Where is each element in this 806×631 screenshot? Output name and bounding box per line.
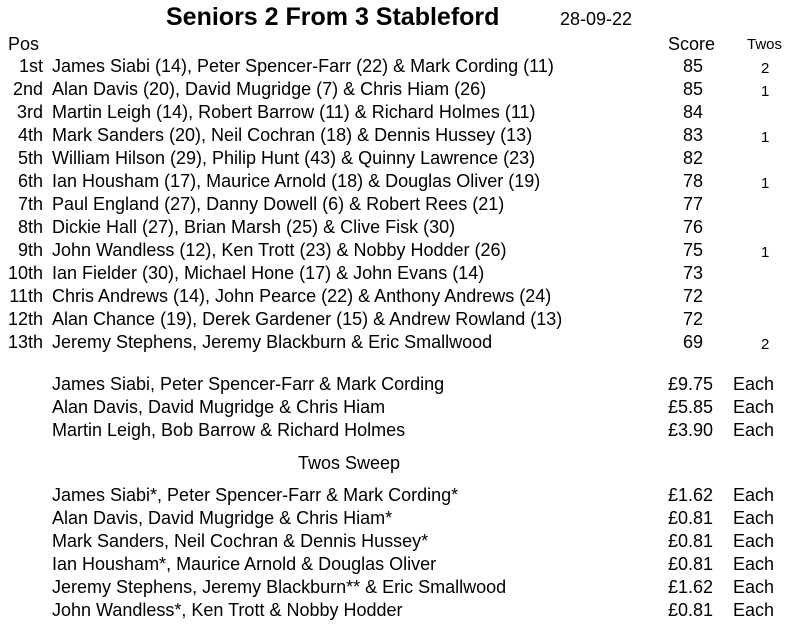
result-position: 12th — [7, 309, 43, 329]
sweep-team: Alan Davis, David Mugridge & Chris Hiam* — [52, 508, 393, 528]
result-position: 11th — [9, 286, 43, 306]
result-score: 72 — [683, 309, 704, 329]
page-title: Seniors 2 From 3 Stableford — [166, 3, 500, 31]
result-row — [0, 286, 806, 309]
result-position: 1st — [18, 56, 43, 76]
prize-team: Alan Davis, David Mugridge & Chris Hiam — [52, 397, 386, 417]
prize-team: James Siabi, Peter Spencer-Farr & Mark Cording — [52, 374, 445, 394]
sweep-amount: £1.62 — [668, 485, 714, 505]
sweep-amount: £0.81 — [668, 531, 714, 551]
sweep-each-label: Each — [733, 577, 775, 597]
result-team: Ian Housham (17), Maurice Arnold (18) & Douglas Oliver (19) — [52, 171, 541, 191]
sweep-team: Ian Housham*, Maurice Arnold & Douglas Oliver — [52, 554, 437, 574]
column-header-score: Score — [668, 34, 716, 54]
prize-each-label: Each — [733, 397, 775, 417]
result-position: 6th — [17, 171, 43, 191]
result-team: John Wandless (12), Ken Trott (23) & Nobby Hodder (26) — [52, 240, 507, 260]
prize-row — [0, 397, 806, 420]
sweep-row — [0, 554, 806, 577]
prize-row — [0, 374, 806, 397]
result-row — [0, 125, 806, 148]
result-team: Paul England (27), Danny Dowell (6) & Robert Rees (21) — [52, 194, 505, 214]
result-score: 76 — [683, 217, 704, 237]
result-team: Dickie Hall (27), Brian Marsh (25) & Clive Fisk (30) — [52, 217, 456, 237]
sweep-each-label: Each — [733, 554, 775, 574]
result-score: 78 — [683, 171, 704, 191]
result-twos: 2 — [761, 336, 770, 353]
result-position: 10th — [7, 263, 43, 283]
sweep-each-label: Each — [733, 531, 775, 551]
result-position: 5th — [17, 148, 43, 168]
result-position: 7th — [17, 194, 43, 214]
result-position: 9th — [17, 240, 43, 260]
result-twos: 1 — [761, 244, 770, 261]
result-score: 85 — [683, 79, 704, 99]
result-team: Mark Sanders (20), Neil Cochran (18) & Dennis Hussey (13) — [52, 125, 533, 145]
sweep-amount: £0.81 — [668, 554, 714, 574]
result-row — [0, 332, 806, 355]
prize-amount: £5.85 — [668, 397, 714, 417]
prize-list — [0, 374, 806, 443]
result-row — [0, 240, 806, 263]
result-row — [0, 171, 806, 194]
result-team: Chris Andrews (14), John Pearce (22) & Anthony Andrews (24) — [52, 286, 552, 306]
results-table — [0, 56, 806, 355]
result-score: 83 — [683, 125, 704, 145]
result-row — [0, 102, 806, 125]
prize-team: Martin Leigh, Bob Barrow & Richard Holmes — [52, 420, 406, 440]
sweep-team: Mark Sanders, Neil Cochran & Dennis Hussey* — [52, 531, 429, 551]
result-row — [0, 309, 806, 332]
result-team: James Siabi (14), Peter Spencer-Farr (22) & Mark Cording (11) — [52, 56, 554, 76]
result-twos: 1 — [761, 129, 770, 146]
result-score: 73 — [683, 263, 704, 283]
result-team: Ian Fielder (30), Michael Hone (17) & John Evans (14) — [52, 263, 485, 283]
result-team: Jeremy Stephens, Jeremy Blackburn & Eric Smallwood — [52, 332, 493, 352]
prize-amount: £9.75 — [668, 374, 714, 394]
sweep-row — [0, 531, 806, 554]
sweep-each-label: Each — [733, 485, 775, 505]
competition-date: 28-09-22 — [560, 9, 633, 29]
result-position: 8th — [17, 217, 43, 237]
twos-sweep-list — [0, 485, 806, 623]
result-score: 72 — [683, 286, 704, 306]
result-team: Martin Leigh (14), Robert Barrow (11) & Richard Holmes (11) — [52, 102, 536, 122]
result-row — [0, 79, 806, 102]
result-score: 69 — [683, 332, 704, 352]
result-team: Alan Chance (19), Derek Gardener (15) & Andrew Rowland (13) — [52, 309, 563, 329]
result-score: 82 — [683, 148, 704, 168]
result-twos: 1 — [761, 83, 770, 100]
sweep-team: John Wandless*, Ken Trott & Nobby Hodder — [52, 600, 403, 620]
result-row — [0, 263, 806, 286]
sweep-row — [0, 600, 806, 623]
result-row — [0, 194, 806, 217]
result-team: Alan Davis (20), David Mugridge (7) & Chris Hiam (26) — [52, 79, 487, 99]
sweep-amount: £0.81 — [668, 600, 714, 620]
sweep-amount: £1.62 — [668, 577, 714, 597]
prize-row — [0, 420, 806, 443]
sweep-row — [0, 508, 806, 531]
sweep-team: Jeremy Stephens, Jeremy Blackburn** & Eric Smallwood — [52, 577, 507, 597]
result-row — [0, 56, 806, 79]
result-score: 84 — [683, 102, 704, 122]
sweep-team: James Siabi*, Peter Spencer-Farr & Mark Cording* — [52, 485, 459, 505]
result-row — [0, 217, 806, 240]
result-score: 77 — [683, 194, 704, 214]
result-score: 85 — [683, 56, 704, 76]
prize-amount: £3.90 — [668, 420, 714, 440]
sweep-each-label: Each — [733, 508, 775, 528]
result-position: 4th — [17, 125, 43, 145]
column-header-twos: Twos — [747, 36, 783, 53]
prize-each-label: Each — [733, 420, 775, 440]
sweep-amount: £0.81 — [668, 508, 714, 528]
result-team: William Hilson (29), Philip Hunt (43) & Quinny Lawrence (23) — [52, 148, 536, 168]
result-position: 3rd — [16, 102, 43, 122]
prize-each-label: Each — [733, 374, 775, 394]
result-row — [0, 148, 806, 171]
sweep-each-label: Each — [733, 600, 775, 620]
result-position: 2nd — [12, 79, 43, 99]
result-score: 75 — [683, 240, 704, 260]
result-twos: 2 — [761, 60, 770, 77]
sweep-row — [0, 577, 806, 600]
twos-sweep-heading: Twos Sweep — [298, 453, 401, 473]
column-header-pos: Pos — [8, 34, 40, 54]
result-twos: 1 — [761, 175, 770, 192]
result-position: 13th — [7, 332, 43, 352]
sweep-row — [0, 485, 806, 508]
